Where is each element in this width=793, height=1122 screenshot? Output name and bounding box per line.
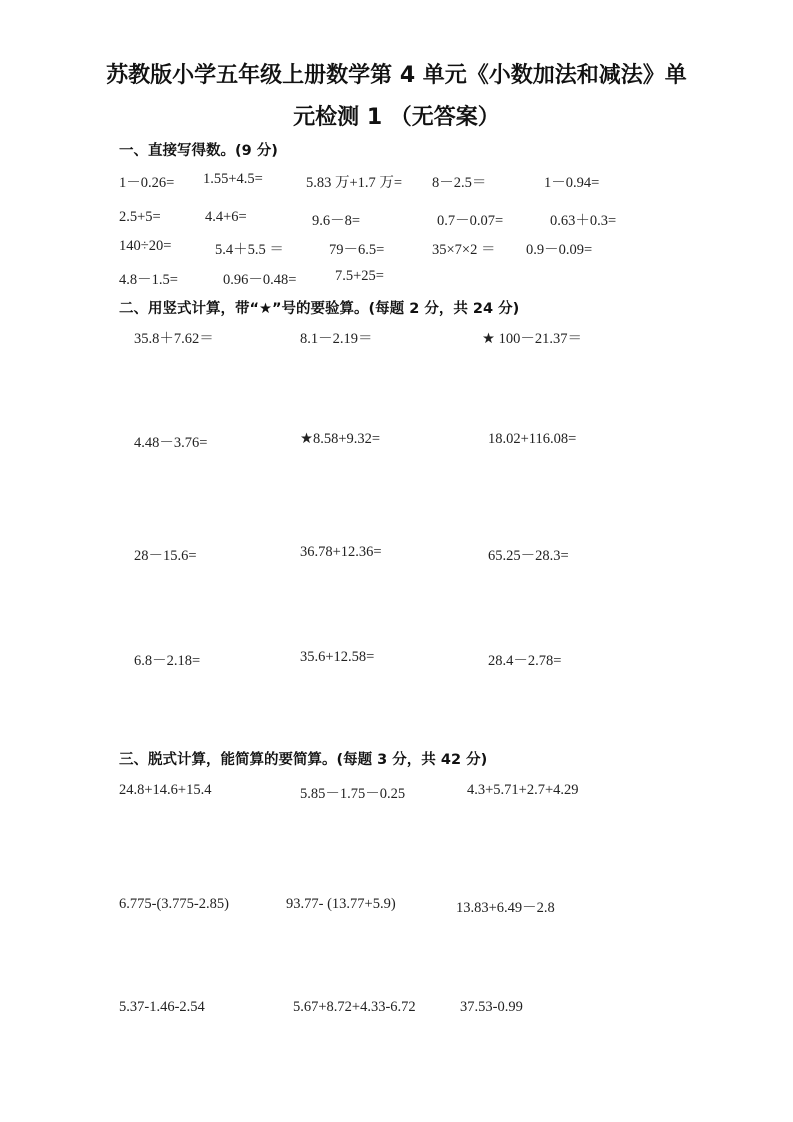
step-calc-question: 5.67+8.72+4.33-6.72 bbox=[293, 999, 416, 1015]
step-calc-question: 5.37-1.46-2.54 bbox=[119, 999, 205, 1015]
oral-question: 1.55+4.5= bbox=[203, 171, 263, 187]
step-calc-question: 6.775-(3.775-2.85) bbox=[119, 896, 229, 912]
step-calc-question: 4.3+5.71+2.7+4.29 bbox=[467, 782, 579, 798]
section-3-heading: 三、脱式计算，能简算的要简算。(每题 3 分，共 42 分) bbox=[119, 752, 488, 768]
vertical-calc-question: 8.1－2.19＝ bbox=[300, 331, 373, 347]
step-calc-question: 93.77- (13.77+5.9) bbox=[286, 896, 396, 912]
oral-question: 5.83 万+1.7 万= bbox=[306, 175, 403, 191]
oral-question: 140÷20= bbox=[119, 238, 172, 254]
vertical-calc-question: 6.8－2.18= bbox=[134, 653, 201, 669]
section-1-heading: 一、直接写得数。(9 分) bbox=[119, 143, 278, 159]
vertical-calc-question: 35.6+12.58= bbox=[300, 649, 375, 665]
oral-question: 0.7－0.07= bbox=[437, 213, 504, 229]
oral-question: 4.8－1.5= bbox=[119, 272, 178, 288]
oral-question: 1－0.26= bbox=[119, 175, 175, 191]
oral-question: 9.6－8= bbox=[312, 213, 361, 229]
oral-question: 8－2.5＝ bbox=[432, 175, 487, 191]
vertical-calc-question: 35.8＋7.62＝ bbox=[134, 331, 214, 347]
vertical-calc-question: 65.25－28.3= bbox=[488, 548, 569, 564]
vertical-calc-question: 36.78+12.36= bbox=[300, 544, 382, 560]
oral-question: 0.63＋0.3= bbox=[550, 213, 617, 229]
oral-question: 7.5+25= bbox=[335, 268, 384, 284]
vertical-calc-question: 28.4－2.78= bbox=[488, 653, 562, 669]
section-2-heading: 二、用竖式计算，带“★”号的要验算。(每题 2 分，共 24 分) bbox=[119, 301, 520, 317]
oral-question: 0.96－0.48= bbox=[223, 272, 297, 288]
step-calc-question: 13.83+6.49－2.8 bbox=[456, 900, 555, 916]
oral-question: 2.5+5= bbox=[119, 209, 161, 225]
step-calc-question: 37.53-0.99 bbox=[460, 999, 523, 1015]
step-calc-question: 24.8+14.6+15.4 bbox=[119, 782, 212, 798]
oral-question: 1－0.94= bbox=[544, 175, 600, 191]
vertical-calc-question-starred: ★ 100－21.37＝ bbox=[482, 331, 582, 347]
vertical-calc-question: 4.48－3.76= bbox=[134, 435, 208, 451]
oral-question: 79－6.5= bbox=[329, 242, 385, 258]
vertical-calc-question: 18.02+116.08= bbox=[488, 431, 577, 447]
vertical-calc-question: 28－15.6= bbox=[134, 548, 197, 564]
page-title-line-2: 元检测 1 （无答案） bbox=[293, 105, 500, 130]
oral-question: 0.9－0.09= bbox=[526, 242, 593, 258]
oral-question: 4.4+6= bbox=[205, 209, 247, 225]
oral-question: 35×7×2 ＝ bbox=[432, 242, 496, 258]
oral-question: 5.4＋5.5 ＝ bbox=[215, 242, 284, 258]
step-calc-question: 5.85－1.75－0.25 bbox=[300, 786, 406, 802]
vertical-calc-question-starred: ★8.58+9.32= bbox=[300, 431, 381, 447]
page-title-line-1: 苏教版小学五年级上册数学第 4 单元《小数加法和减法》单 bbox=[106, 63, 687, 88]
